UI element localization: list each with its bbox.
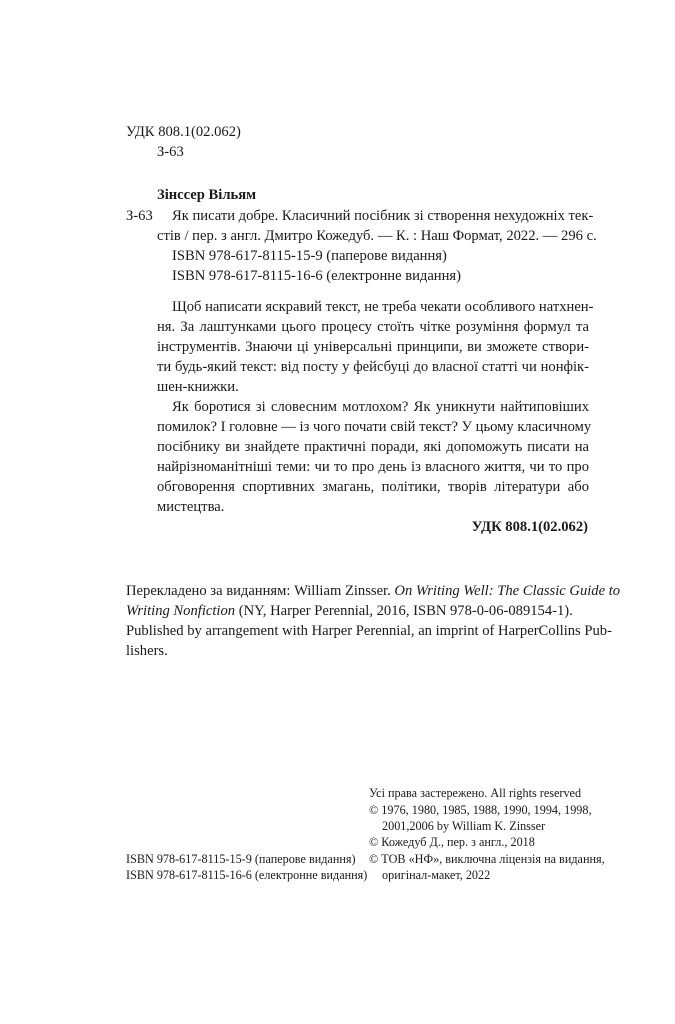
translation-line-1: [126, 581, 621, 601]
author-mark: З-63: [157, 144, 184, 160]
published-line-2: lishers.: [126, 643, 168, 659]
original-title-part-1: On Writing Well: The Classic Guide to: [394, 583, 621, 599]
published-line-1: Published by arrangement with Harper Perennial, an imprint of HarperCollins Pub-: [126, 623, 612, 639]
license-line-1: © ТОВ «НФ», виключна ліцензія на видання,: [369, 852, 605, 866]
annotation-p2-line-4: найрізноманітніші теми: чи то про день із власного життя, чи то про: [157, 459, 589, 475]
footer-isbn-electronic: ISBN 978-617-8115-16-6 (електронне видання): [126, 868, 368, 882]
license-line-2: оригінал-макет, 2022: [382, 868, 491, 882]
annotation-udc-ref: УДК 808.1(02.062): [471, 519, 588, 535]
annotation-p1-line-2: ня. За лаштунками цього процесу стоїть чітке розуміння формул та: [157, 319, 589, 335]
translation-suffix: (NY, Harper Perennial, 2016, ISBN 978-0-06-089154-1).: [235, 603, 573, 619]
original-title-part-2: Writing Nonfiction: [126, 603, 236, 619]
copyright-line-1: © 1976, 1980, 1985, 1988, 1990, 1994, 1998,: [369, 803, 592, 817]
catalog-title-line-2: стів / пер. з англ. Дмитро Кожедуб. — К. : Наш Формат, 2022. — 296 с.: [157, 228, 597, 244]
annotation-p1-line-3: інструментів. Знаючи ці універсальні принципи, ви зможете створи-: [157, 339, 589, 355]
footer-isbn-paper: ISBN 978-617-8115-15-9 (паперове видання): [126, 852, 356, 866]
catalog-isbn-electronic: ISBN 978-617-8115-16-6 (електронне видання): [172, 268, 461, 284]
translation-prefix: Перекладено за виданням: William Zinsser.: [126, 583, 395, 599]
annotation-p1-line-4: ти будь-який текст: від посту у фейсбуці до власної статті чи нонфік-: [157, 359, 589, 375]
copyright-line-2: 2001,2006 by William K. Zinsser: [382, 819, 546, 833]
annotation-p2-line-5: обговорення спортивних змагань, політики, творів літератури або: [157, 479, 589, 495]
translation-line-2: [126, 601, 573, 621]
catalog-author: Зінссер Вільям: [157, 187, 257, 203]
catalog-mark: З-63: [126, 208, 153, 224]
translation-copyright: © Кожедуб Д., пер. з англ., 2018: [369, 835, 535, 849]
annotation-p2-line-1: Як боротися зі словесним мотлохом? Як уникнути найтиповіших: [172, 399, 589, 415]
annotation-p2-line-6: мистецтва.: [157, 499, 225, 515]
annotation-p2-line-3: посібнику ви знайдете практичні поради, які допоможуть писати на: [157, 439, 589, 455]
annotation-p1-line-5: шен-книжки.: [157, 379, 239, 395]
udc-code: УДК 808.1(02.062): [126, 124, 241, 140]
catalog-title-line-1: Як писати добре. Класичний посібник зі створення нехудожніх тек-: [172, 208, 594, 224]
annotation-p1-line-1: Щоб написати яскравий текст, не треба чекати особливого натхнен-: [172, 299, 594, 315]
catalog-isbn-paper: ISBN 978-617-8115-15-9 (паперове видання): [172, 248, 447, 264]
rights-reserved: Усі права застережено. All rights reserved: [369, 786, 582, 800]
annotation-p2-line-2: помилок? І головне — із чого почати свій текст? У цьому класичному: [157, 419, 592, 435]
